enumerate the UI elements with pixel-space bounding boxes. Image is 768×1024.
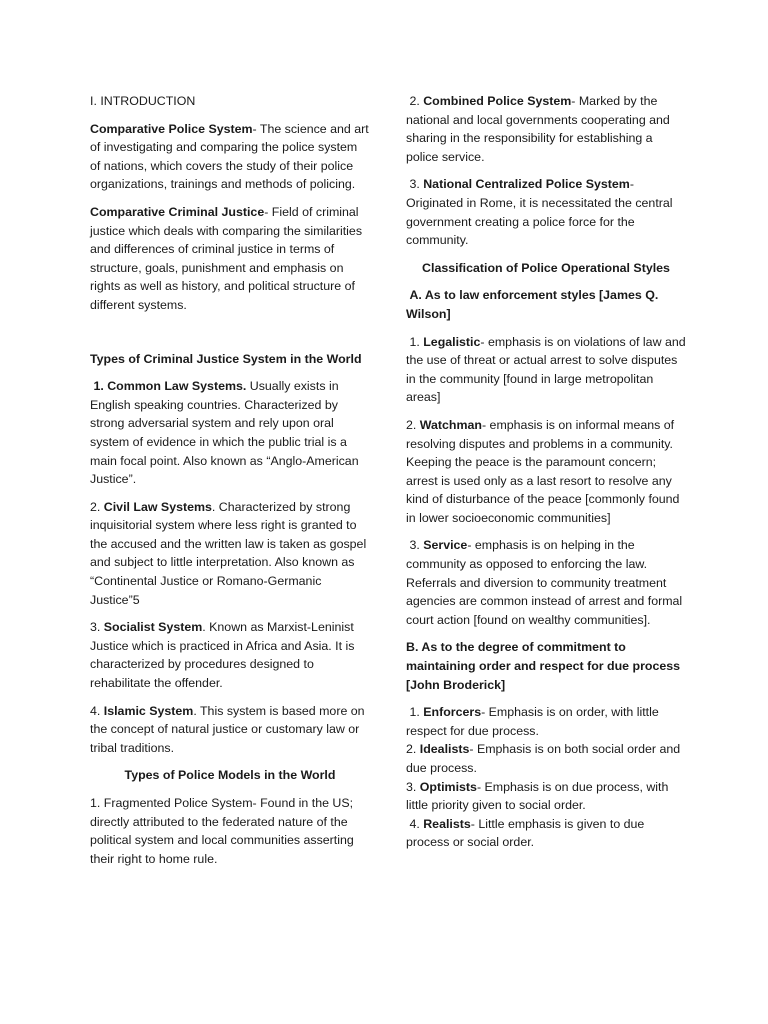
term: Service [423,538,468,553]
item-text: - emphasis is on violations of law and the use of threat or actual arrest to solve disputes in the community [found in large metropolitan areas] [406,334,686,405]
item-number: 1. [409,705,424,720]
item-realists [406,815,686,852]
item-national-centralized [406,175,686,249]
term: Watchman [419,417,482,432]
left-column [90,92,370,877]
term: Optimists [419,779,477,794]
item-number: 2. [90,499,104,514]
item-number: 3. [409,538,424,553]
subheading-commitment-order: B. As to the degree of commitment to maintaining order and respect for due process [John Broderick] [406,640,681,692]
item-combined-police [406,92,686,166]
item-number: 3. [406,779,420,794]
item-enforcers [406,703,686,740]
item-text: . This system is based more on the concept of natural justice or customary law or tribal traditions. [90,703,365,755]
item-fragmented-police: 1. Fragmented Police System- Found in the US; directly attributed to the federated nature of the political system and local communities asserting their right to home rule. [90,796,354,866]
term: Socialist System [103,620,203,635]
heading-police-models: Types of Police Models in the World [124,768,336,783]
item-idealists [406,740,686,777]
item-number: 3. [90,620,104,635]
definition-comparative-criminal-justice [90,203,370,315]
term: Combined Police System [423,94,572,108]
item-number: 4. [409,816,424,831]
term: Realists [423,816,471,831]
item-number: 4. [90,703,104,718]
term: National Centralized Police System [423,177,630,192]
subheading-law-enforcement-styles: A. As to law enforcement styles [James Q. Wilson] [406,288,659,321]
item-watchman [406,416,686,528]
term: Comparative Police System [90,121,253,136]
item-legalistic [406,333,686,407]
item-text: . Characterized by strong inquisitorial system where less right is granted to the accused and the written law is taken as gospel and subject to little interpretation. Also known as “Continental Justice or Romano-Germanic Justice”5 [90,499,367,607]
item-text: - Emphasis is on order, with little respect for due process. [406,705,659,738]
item-text: - Originated in Rome, it is necessitated the central government creating a police force for the community. [406,177,673,248]
item-number: 2. [406,417,420,432]
term: Idealists [419,742,470,757]
item-text: - emphasis is on helping in the community as opposed to enforcing the law. Referrals and diversion to community treatment agencies are common instead of arrest and formal court action [found on wealthy communities]. [406,538,683,627]
item-number: 2. [409,94,424,108]
term: Legalistic [423,334,481,349]
term: Common Law Systems. [107,379,247,394]
item-service [406,536,686,629]
item-number: 3. [409,177,424,192]
term: Enforcers [423,705,482,720]
item-optimists [406,778,686,815]
heading-types-criminal-justice: Types of Criminal Justice System in the World [90,351,362,366]
definition-text: - Field of criminal justice which deals with comparing the similarities and differences of criminal justice in terms of structure, goals, punishment and emphasis on rights as well as history, and political structure of different systems. [90,204,363,312]
item-number: 1. [409,334,424,349]
item-civil-law [90,498,370,610]
item-text: - Marked by the national and local governments cooperating and sharing in the responsibility for establishing a police service. [406,94,670,164]
item-text: - emphasis is on informal means of resolving disputes and problems in a community. Keeping the peace is the paramount concern; arrest is used only as a last resort to resolve any kind of disturbance of the peace [commonly found in lower socioeconomic communities] [406,417,680,525]
definition-text: - The science and art of investigating and comparing the police system of nations, which covers the study of their police organizations, trainings and methods of policing. [90,121,369,192]
right-column [406,92,686,852]
item-islamic [90,702,370,758]
item-socialist [90,618,370,692]
heading-classification-styles: Classification of Police Operational Styles [422,260,670,275]
definition-comparative-police-system [90,120,370,194]
item-common-law [90,377,370,489]
section-heading-introduction: I. INTRODUCTION [90,94,196,108]
item-text: . Known as Marxist-Leninist Justice which is practiced in Africa and Asia. It is characterized by procedures designed to rehabilitate the offender. [90,620,355,691]
item-number: 2. [406,742,420,757]
term: Islamic System [103,703,194,718]
item-text: - Emphasis is on due process, with little priority given to social order. [406,779,669,813]
item-number: 1. [93,379,108,394]
item-text: - Emphasis is on both social order and due process. [406,742,681,775]
term: Comparative Criminal Justice [90,204,265,219]
item-text: Usually exists in English speaking countries. Characterized by strong adversarial system and rely upon oral system of evidence in which the public trial is a main focal point. Also known as “Anglo-American Justice”. [90,379,359,487]
term: Civil Law Systems [103,499,212,514]
item-text: - Little emphasis is given to due process or social order. [406,816,645,850]
